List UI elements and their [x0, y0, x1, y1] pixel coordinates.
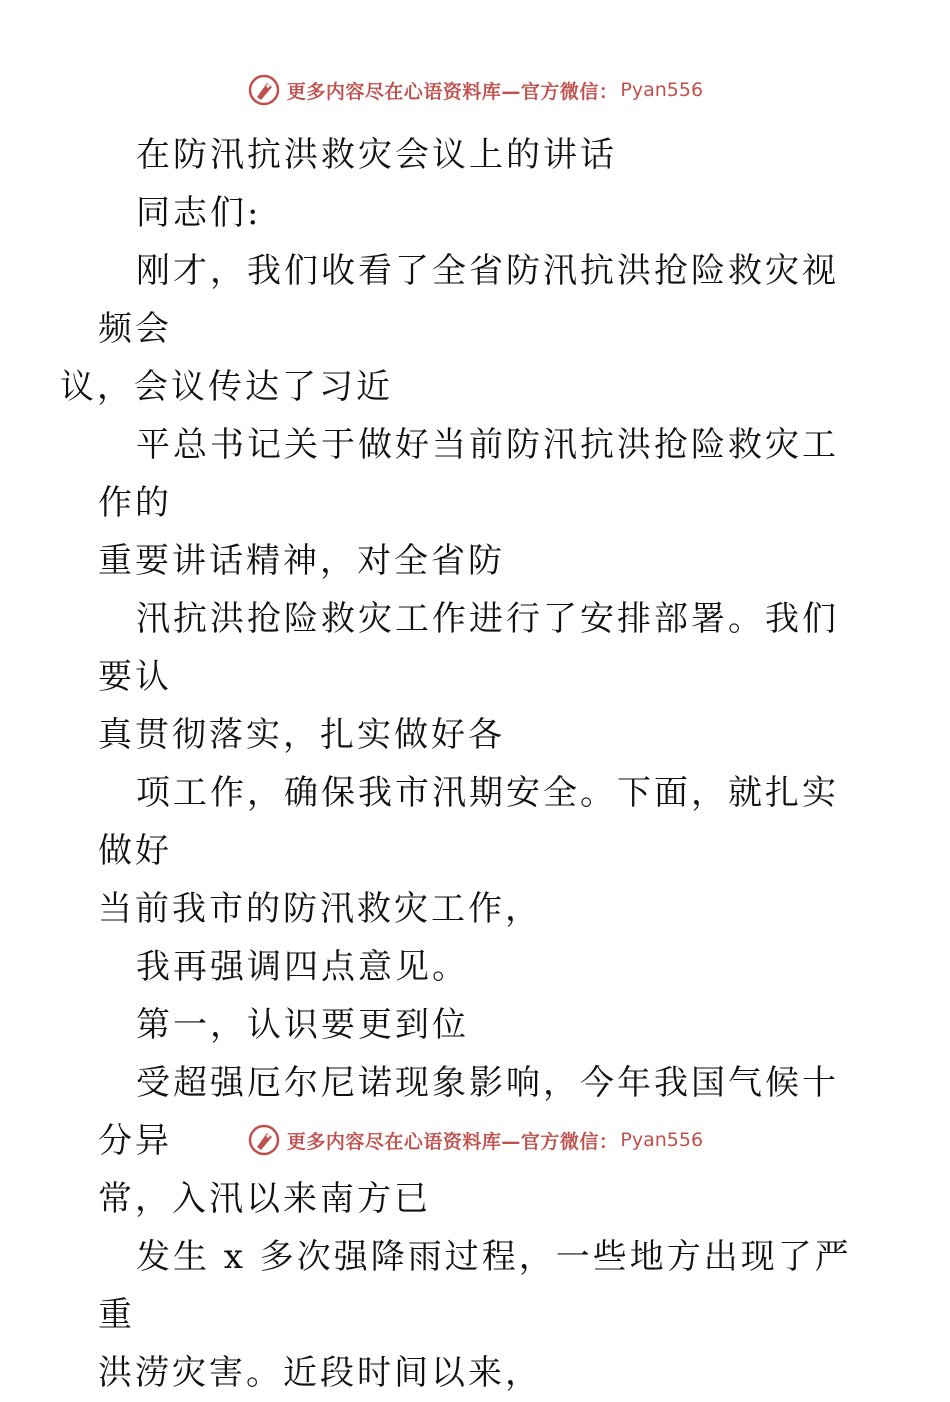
paragraph: 平总书记关于做好当前防汛抗洪抢险救灾工作的 重要讲话精神，对全省防: [98, 425, 839, 581]
section-heading: 第一，认识要更到位: [136, 1005, 469, 1045]
header-watermark: [0, 70, 950, 110]
paragraph: 我再强调四点意见。: [136, 947, 469, 987]
paragraph: 刚才，我们收看了全省防汛抗洪抢险救灾视频会 议，会议传达了习近: [60, 251, 839, 407]
paragraph: 汛抗洪抢险救灾工作进行了安排部署。我们要认 真贯彻落实，扎实做好各: [98, 599, 839, 755]
document-body: [60, 120, 858, 1402]
watermark-text: 更多内容尽在心语资料库—官方微信：: [286, 1130, 619, 1153]
watermark-wechat-id: Pyan556: [620, 1129, 704, 1151]
watermark-wechat-id: Pyan556: [620, 79, 704, 101]
watermark-text: 更多内容尽在心语资料库—官方微信：: [286, 80, 619, 103]
pen-nib-icon: [247, 1123, 281, 1157]
paragraph: 受超强厄尔尼诺现象影响，今年我国气候十分异 常，入汛以来南方已: [98, 1063, 839, 1219]
footer-watermark: [0, 1120, 950, 1160]
greeting: 同志们:: [136, 193, 262, 233]
paragraph: 发生 x 多次强降雨过程，一些地方出现了严重 洪涝灾害。近段时间以来，: [98, 1237, 852, 1393]
paragraph: 项工作，确保我市汛期安全。下面，就扎实做好 当前我市的防汛救灾工作，: [98, 773, 839, 929]
document-title: 在防汛抗洪救灾会议上的讲话: [136, 135, 617, 175]
pen-nib-icon: [247, 73, 281, 107]
